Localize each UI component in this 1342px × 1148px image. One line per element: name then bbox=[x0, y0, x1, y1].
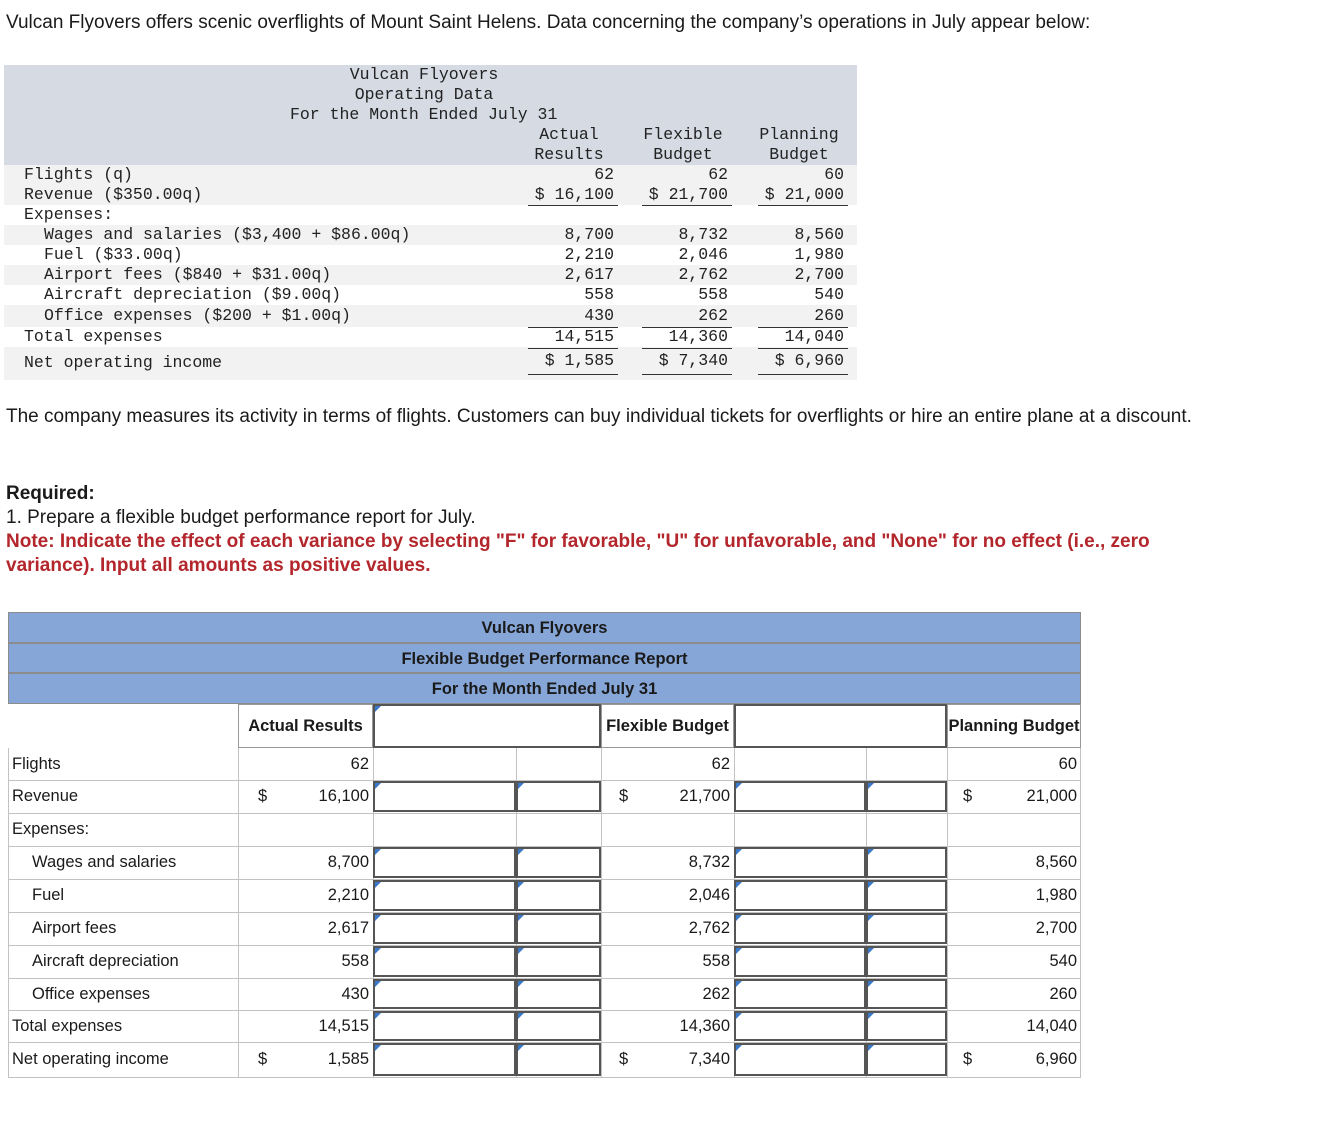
activity-variance-noi-input[interactable] bbox=[373, 1043, 516, 1076]
op-col-plan: Planning bbox=[759, 125, 839, 144]
op-subtitle: Operating Data bbox=[354, 85, 494, 104]
input-flag bbox=[736, 1045, 742, 1051]
required-heading: Required: bbox=[6, 483, 95, 504]
flex-wages: 8,732 bbox=[688, 853, 730, 871]
op-row-flex: 14,360 bbox=[668, 327, 728, 346]
actual-wages: 8,700 bbox=[327, 853, 369, 871]
input-flag bbox=[736, 915, 742, 921]
variance-header-input-2[interactable] bbox=[734, 704, 947, 748]
activity-variance-fuel-effect[interactable] bbox=[516, 880, 601, 911]
input-flag bbox=[736, 1013, 742, 1019]
currency-sign: $ bbox=[619, 1050, 629, 1068]
op-row-plan: $ 21,000 bbox=[764, 185, 844, 204]
actual-revenue: 16,100 bbox=[318, 787, 369, 805]
input-flag bbox=[868, 948, 874, 954]
op-row-label: Office expenses ($200 + $1.00q) bbox=[44, 306, 351, 325]
revenue-variance-revenue-effect[interactable] bbox=[866, 781, 947, 812]
plan-airport-fees: 2,700 bbox=[1035, 919, 1077, 937]
input-flag bbox=[375, 1045, 381, 1051]
op-col-actual-2: Results bbox=[534, 145, 604, 164]
revenue-variance-fuel-input[interactable] bbox=[734, 880, 866, 911]
activity-variance-fuel-input[interactable] bbox=[373, 880, 516, 911]
revenue-variance-airport-input[interactable] bbox=[734, 913, 866, 944]
input-flag bbox=[375, 948, 381, 954]
op-row-flex: $ 21,700 bbox=[648, 185, 728, 204]
op-rule bbox=[528, 205, 618, 206]
op-row-flex: $ 7,340 bbox=[658, 351, 728, 370]
row-label-aircraft-depreciation: Aircraft depreciation bbox=[32, 952, 179, 970]
operating-data-table bbox=[4, 65, 857, 380]
op-row-label: Aircraft depreciation ($9.00q) bbox=[44, 285, 342, 304]
input-flag bbox=[868, 915, 874, 921]
row-label-office-expenses: Office expenses bbox=[32, 984, 151, 1003]
op-col-plan-2: Budget bbox=[769, 145, 829, 164]
op-rule bbox=[758, 374, 848, 375]
op-rule bbox=[642, 348, 732, 349]
col-header-planning: Planning Budget bbox=[947, 704, 1081, 748]
row-label-fuel: Fuel bbox=[32, 886, 65, 904]
plan-flights: 60 bbox=[1058, 754, 1077, 773]
op-row-plan: $ 6,960 bbox=[774, 351, 844, 370]
op-row-label: Revenue ($350.00q) bbox=[24, 185, 203, 204]
activity-variance-revenue-input[interactable] bbox=[373, 781, 516, 812]
revenue-variance-revenue-input[interactable] bbox=[734, 781, 866, 812]
input-flag bbox=[518, 948, 524, 954]
currency-sign: $ bbox=[258, 1050, 268, 1068]
op-row-flex: 62 bbox=[708, 165, 728, 184]
revenue-variance-airport-effect[interactable] bbox=[866, 913, 947, 944]
input-flag bbox=[375, 1013, 381, 1019]
input-flag bbox=[375, 783, 381, 789]
input-flag bbox=[518, 1013, 524, 1019]
activity-variance-airport-effect[interactable] bbox=[516, 913, 601, 944]
op-row-actual: 62 bbox=[594, 165, 614, 184]
input-flag bbox=[375, 981, 381, 987]
col-header-actual: Actual Results bbox=[238, 704, 373, 748]
op-row-label: Total expenses bbox=[24, 327, 163, 346]
input-flag bbox=[518, 849, 524, 855]
op-row-actual: 8,700 bbox=[564, 225, 614, 244]
op-row-label: Flights (q) bbox=[24, 165, 133, 184]
row-label-net-operating-income: Net operating income bbox=[12, 1050, 169, 1068]
input-flag bbox=[375, 915, 381, 921]
actual-fuel: 2,210 bbox=[327, 886, 369, 904]
currency-sign: $ bbox=[963, 1050, 973, 1068]
input-flag bbox=[868, 1013, 874, 1019]
intro-text: Vulcan Flyovers offers scenic overflights of Mount Saint Helens. Data concerning the company’s operations in July appear below: bbox=[6, 12, 1091, 33]
row-label-airport-fees: Airport fees bbox=[32, 919, 117, 937]
actual-depreciation: 558 bbox=[341, 952, 369, 970]
input-flag bbox=[736, 882, 742, 888]
row-label-wages: Wages and salaries bbox=[32, 853, 177, 871]
row-label-revenue: Revenue bbox=[12, 787, 79, 805]
flex-total-expenses: 14,360 bbox=[679, 1016, 730, 1035]
variance-header-input-1[interactable] bbox=[373, 704, 601, 748]
input-flag bbox=[868, 1045, 874, 1051]
op-row-label: Wages and salaries ($3,400 + $86.00q) bbox=[44, 225, 411, 244]
input-flag bbox=[518, 882, 524, 888]
op-row-label: Airport fees ($840 + $31.00q) bbox=[44, 265, 332, 284]
activity-variance-wages-effect[interactable] bbox=[516, 847, 601, 878]
input-flag bbox=[736, 948, 742, 954]
op-title: Vulcan Flyovers bbox=[349, 65, 499, 84]
op-row-label: Net operating income bbox=[24, 353, 223, 372]
currency-sign: $ bbox=[258, 787, 268, 805]
grid-line bbox=[8, 1077, 1081, 1078]
op-row-plan: 1,980 bbox=[794, 245, 844, 264]
input-flag bbox=[518, 915, 524, 921]
op-row-actual: $ 1,585 bbox=[544, 351, 614, 370]
op-rule bbox=[758, 205, 848, 206]
flex-office: 262 bbox=[702, 984, 730, 1003]
op-row-label: Fuel ($33.00q) bbox=[44, 245, 183, 264]
activity-variance-airport-input[interactable] bbox=[373, 913, 516, 944]
revenue-variance-wages-input[interactable] bbox=[734, 847, 866, 878]
activity-variance-depreciation-input[interactable] bbox=[373, 946, 516, 977]
revenue-variance-fuel-effect[interactable] bbox=[866, 880, 947, 911]
op-col-flex: Flexible bbox=[643, 125, 723, 144]
plan-fuel: 1,980 bbox=[1035, 886, 1077, 904]
activity-variance-office-effect[interactable] bbox=[516, 979, 601, 1009]
flex-flights: 62 bbox=[711, 754, 730, 773]
performance-report bbox=[8, 612, 1081, 1078]
revenue-variance-total-effect[interactable] bbox=[866, 1011, 947, 1041]
op-row-flex: 262 bbox=[698, 306, 728, 325]
input-flag bbox=[518, 981, 524, 987]
flex-depreciation: 558 bbox=[702, 952, 730, 970]
input-flag bbox=[375, 882, 381, 888]
activity-variance-noi-effect[interactable] bbox=[516, 1043, 601, 1076]
actual-airport-fees: 2,617 bbox=[327, 919, 369, 937]
op-period: For the Month Ended July 31 bbox=[290, 105, 558, 124]
required-item-1: 1. Prepare a flexible budget performance report for July. bbox=[6, 507, 476, 528]
op-row-plan: 14,040 bbox=[784, 327, 844, 346]
currency-sign: $ bbox=[963, 787, 973, 805]
op-rule bbox=[642, 205, 732, 206]
activity-variance-total-input[interactable] bbox=[373, 1011, 516, 1041]
report-title: Vulcan Flyovers bbox=[8, 612, 1081, 643]
flex-fuel: 2,046 bbox=[688, 886, 730, 904]
op-row-actual: 430 bbox=[584, 306, 614, 325]
plan-revenue: 21,000 bbox=[1026, 787, 1077, 805]
col-header-flexible: Flexible Budget bbox=[601, 704, 734, 748]
op-row-plan: 540 bbox=[814, 285, 844, 304]
op-row-plan: 60 bbox=[824, 165, 844, 184]
input-flag bbox=[375, 849, 381, 855]
currency-sign: $ bbox=[619, 787, 629, 805]
op-row-actual: $ 16,100 bbox=[534, 185, 614, 204]
plan-total-expenses: 14,040 bbox=[1026, 1016, 1077, 1035]
actual-flights: 62 bbox=[350, 754, 369, 773]
op-rule bbox=[528, 348, 618, 349]
actual-office: 430 bbox=[341, 984, 369, 1003]
revenue-variance-noi-input[interactable] bbox=[734, 1043, 866, 1076]
op-row-plan: 8,560 bbox=[794, 225, 844, 244]
plan-net-operating-income: 6,960 bbox=[1035, 1050, 1077, 1068]
op-band bbox=[4, 205, 857, 225]
op-row-actual: 14,515 bbox=[554, 327, 614, 346]
input-flag bbox=[868, 849, 874, 855]
flex-revenue: 21,700 bbox=[679, 787, 730, 805]
revenue-variance-wages-effect[interactable] bbox=[866, 847, 947, 878]
op-rule bbox=[642, 374, 732, 375]
op-row-flex: 2,046 bbox=[678, 245, 728, 264]
row-label-expenses: Expenses: bbox=[12, 820, 90, 838]
activity-variance-wages-input[interactable] bbox=[373, 847, 516, 878]
plan-depreciation: 540 bbox=[1049, 952, 1077, 970]
op-row-actual: 2,617 bbox=[564, 265, 614, 284]
op-row-flex: 8,732 bbox=[678, 225, 728, 244]
flex-airport-fees: 2,762 bbox=[688, 919, 730, 937]
revenue-variance-depreciation-effect[interactable] bbox=[866, 946, 947, 977]
actual-net-operating-income: 1,585 bbox=[327, 1050, 369, 1068]
op-row-label: Expenses: bbox=[24, 205, 114, 224]
input-flag bbox=[868, 882, 874, 888]
flex-net-operating-income: 7,340 bbox=[688, 1050, 730, 1068]
activity-variance-office-input[interactable] bbox=[373, 979, 516, 1009]
report-subtitle: Flexible Budget Performance Report bbox=[8, 643, 1081, 673]
input-flag bbox=[375, 706, 381, 712]
row-label-total-expenses: Total expenses bbox=[12, 1016, 123, 1035]
activity-paragraph: The company measures its activity in terms of flights. Customers can buy individual tickets for overflights or hire an entire plane at a discount. bbox=[6, 406, 1192, 427]
required-note: Note: Indicate the effect of each variance by selecting "F" for favorable, "U" for unfavorable, and "None" for no effect (i.e., zero variance). Input all amounts as positive values. bbox=[6, 531, 1150, 576]
revenue-variance-office-effect[interactable] bbox=[866, 979, 947, 1009]
op-row-actual: 2,210 bbox=[564, 245, 614, 264]
op-row-actual: 558 bbox=[584, 285, 614, 304]
op-row-flex: 558 bbox=[698, 285, 728, 304]
input-flag bbox=[518, 1045, 524, 1051]
revenue-variance-office-input[interactable] bbox=[734, 979, 866, 1009]
report-period: For the Month Ended July 31 bbox=[8, 673, 1081, 704]
input-flag bbox=[736, 981, 742, 987]
input-flag bbox=[736, 849, 742, 855]
op-col-actual: Actual bbox=[539, 125, 599, 144]
input-flag bbox=[736, 783, 742, 789]
plan-wages: 8,560 bbox=[1035, 853, 1077, 871]
row-label-flights: Flights bbox=[12, 754, 61, 773]
revenue-variance-depreciation-input[interactable] bbox=[734, 946, 866, 977]
op-row-plan: 260 bbox=[814, 306, 844, 325]
revenue-variance-noi-effect[interactable] bbox=[866, 1043, 947, 1076]
op-rule bbox=[528, 374, 618, 375]
input-flag bbox=[868, 783, 874, 789]
revenue-variance-total-input[interactable] bbox=[734, 1011, 866, 1041]
op-rule bbox=[758, 348, 848, 349]
input-flag bbox=[518, 783, 524, 789]
input-flag bbox=[868, 981, 874, 987]
activity-variance-revenue-effect[interactable] bbox=[516, 781, 601, 812]
required-section bbox=[6, 482, 1236, 578]
op-row-flex: 2,762 bbox=[678, 265, 728, 284]
plan-office: 260 bbox=[1049, 984, 1077, 1003]
op-row-plan: 2,700 bbox=[794, 265, 844, 284]
actual-total-expenses: 14,515 bbox=[318, 1016, 369, 1035]
activity-variance-depreciation-effect[interactable] bbox=[516, 946, 601, 977]
activity-variance-total-effect[interactable] bbox=[516, 1011, 601, 1041]
op-col-flex-2: Budget bbox=[653, 145, 713, 164]
